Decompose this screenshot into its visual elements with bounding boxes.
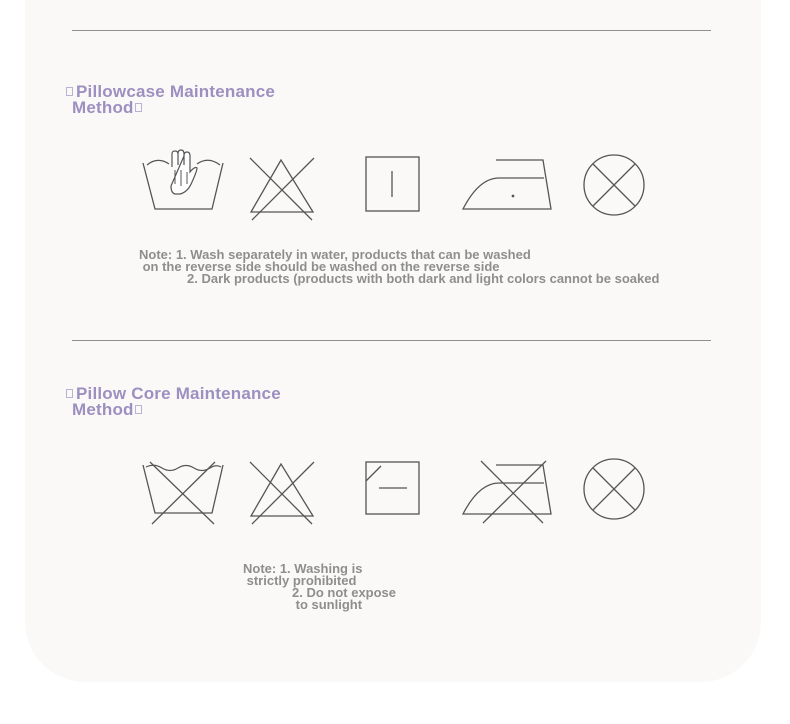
note-line: on the reverse side should be washed on the reverse side: [139, 259, 500, 274]
line-dry-icon: [365, 156, 420, 212]
heading-marker: [135, 103, 142, 112]
heading-marker: [66, 87, 73, 96]
dry-flat-icon: [365, 461, 420, 515]
do-not-wash-icon: [142, 461, 224, 525]
heading-marker: [135, 405, 142, 414]
heading-line1: Pillowcase Maintenance: [76, 82, 276, 101]
do-not-bleach-icon: [248, 460, 316, 526]
do-not-iron-icon: [461, 459, 553, 525]
heading-marker: [66, 389, 73, 398]
pillow-core-heading: [66, 386, 281, 418]
do-not-tumble-dry-icon: [582, 153, 646, 217]
note-line: 2. Do not expose: [292, 585, 397, 600]
iron-low-heat-icon: [461, 158, 553, 212]
section-divider: [72, 30, 711, 31]
heading-line2: Method: [72, 98, 134, 117]
section-divider: [72, 340, 711, 341]
heading-line1: Pillow Core Maintenance: [76, 384, 281, 403]
heading-line2: Method: [72, 400, 134, 419]
do-not-tumble-dry-icon: [582, 457, 646, 521]
note-line: strictly prohibited: [243, 573, 357, 588]
hand-wash-icon: [142, 150, 224, 212]
note-line: to sunlight: [292, 597, 363, 612]
note-line: 2. Dark products (products with both dark and light colors cannot be soaked: [187, 271, 660, 286]
note-line: Note: 1. Washing is: [243, 561, 363, 576]
pillowcase-heading: [66, 84, 275, 116]
note-line: Note: 1. Wash separately in water, products that can be washed: [139, 247, 531, 262]
do-not-bleach-icon: [248, 156, 316, 222]
